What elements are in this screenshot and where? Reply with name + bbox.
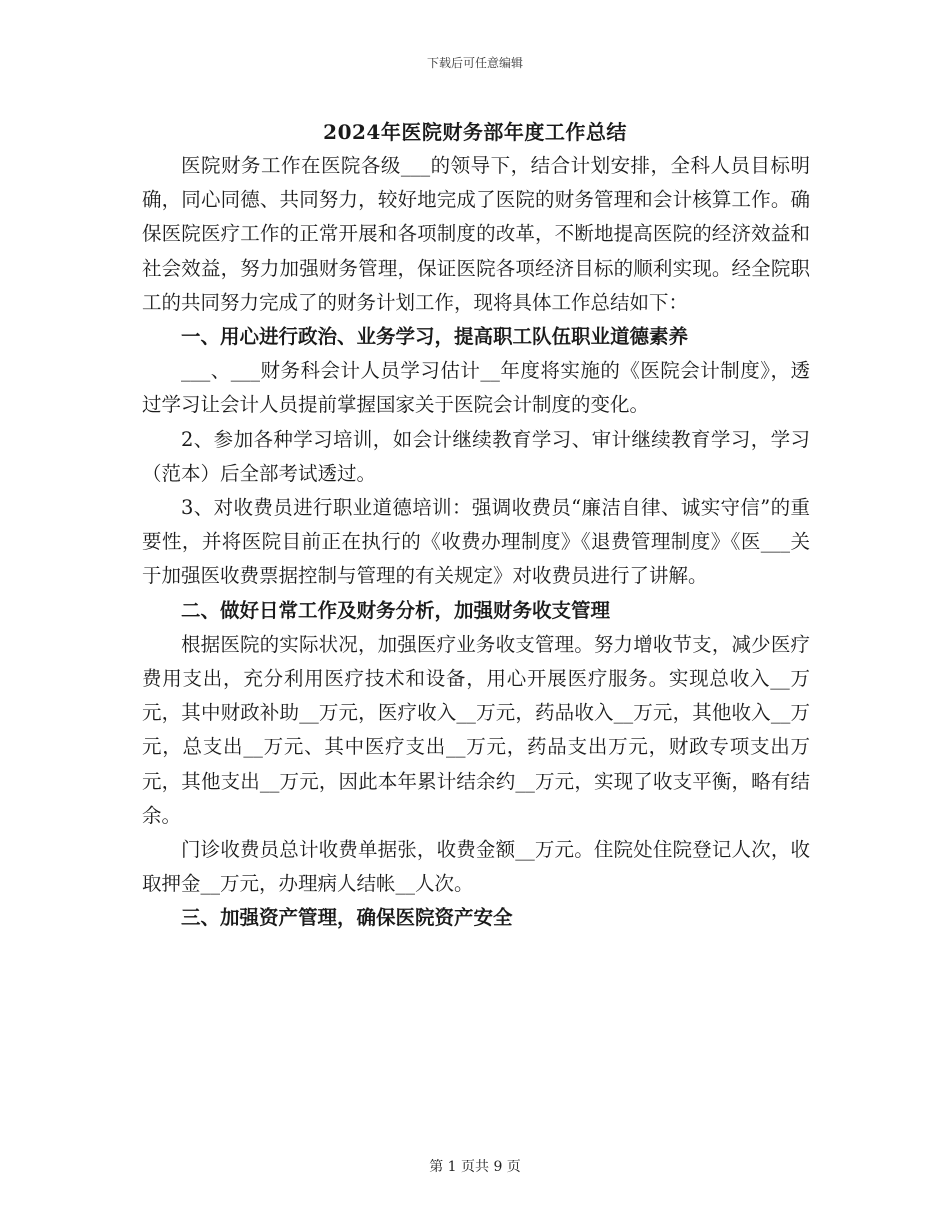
body-paragraph: 2、参加各种学习培训，如会计继续教育学习、审计继续教育学习，学习（范本）后全部考试透过。 bbox=[142, 427, 810, 485]
intro-paragraph: 医院财务工作在医院各级___的领导下，结合计划安排，全科人员目标明确，同心同德、共同努力，较好地完成了医院的财务管理和会计核算工作。确保医院医疗工作的正常开展和各项制度的改革，不断地提高医院的经济效益和社会效益，努力加强财务管理，保证医院各项经济目标的顺利实现。经全院职工的共同努力完成了的财务计划工作，现将具体工作总结如下： bbox=[142, 154, 810, 314]
body-paragraph: ___、___财务科会计人员学习估计__年度将实施的《医院会计制度》，透过学习让会计人员提前掌握国家关于医院会计制度的变化。 bbox=[142, 359, 810, 417]
body-paragraph: 3、对收费员进行职业道德培训：强调收费员“廉洁自律、诚实守信”的重要性，并将医院目前正在执行的《收费办理制度》《退费管理制度》《医___关于加强医收费票据控制与管理的有关规定》对收费员进行了讲解。 bbox=[142, 496, 810, 588]
body-paragraph: 门诊收费员总计收费单据张，收费金额__万元。住院处住院登记人次，收取押金__万元，办理病人结帐__人次。 bbox=[142, 838, 810, 896]
section-heading-1: 一、用心进行政治、业务学习，提高职工队伍职业道德素养 bbox=[181, 325, 689, 349]
section-heading-3: 三、加强资产管理，确保医院资产安全 bbox=[181, 906, 513, 930]
page-number-footer: 第 1 页共 9 页 bbox=[429, 1159, 521, 1175]
document-body bbox=[142, 149, 810, 936]
section-heading-2: 二、做好日常工作及财务分析，加强财务收支管理 bbox=[181, 598, 611, 622]
header-note: 下载后可任意编辑 bbox=[426, 56, 523, 70]
document-title: 2024年医院财务部年度工作总结 bbox=[323, 120, 627, 144]
body-paragraph: 根据医院的实际状况，加强医疗业务收支管理。努力增收节支，减少医疗费用支出，充分利用医疗技术和设备，用心开展医疗服务。实现总收入__万元，其中财政补助__万元，医疗收入__万元，药品收入__万元，其他收入__万元，总支出__万元、其中医疗支出__万元，药品支出万元，财政专项支出万元，其他支出__万元，因此本年累计结余约__万元，实现了收支平衡，略有结余。 bbox=[142, 632, 810, 827]
